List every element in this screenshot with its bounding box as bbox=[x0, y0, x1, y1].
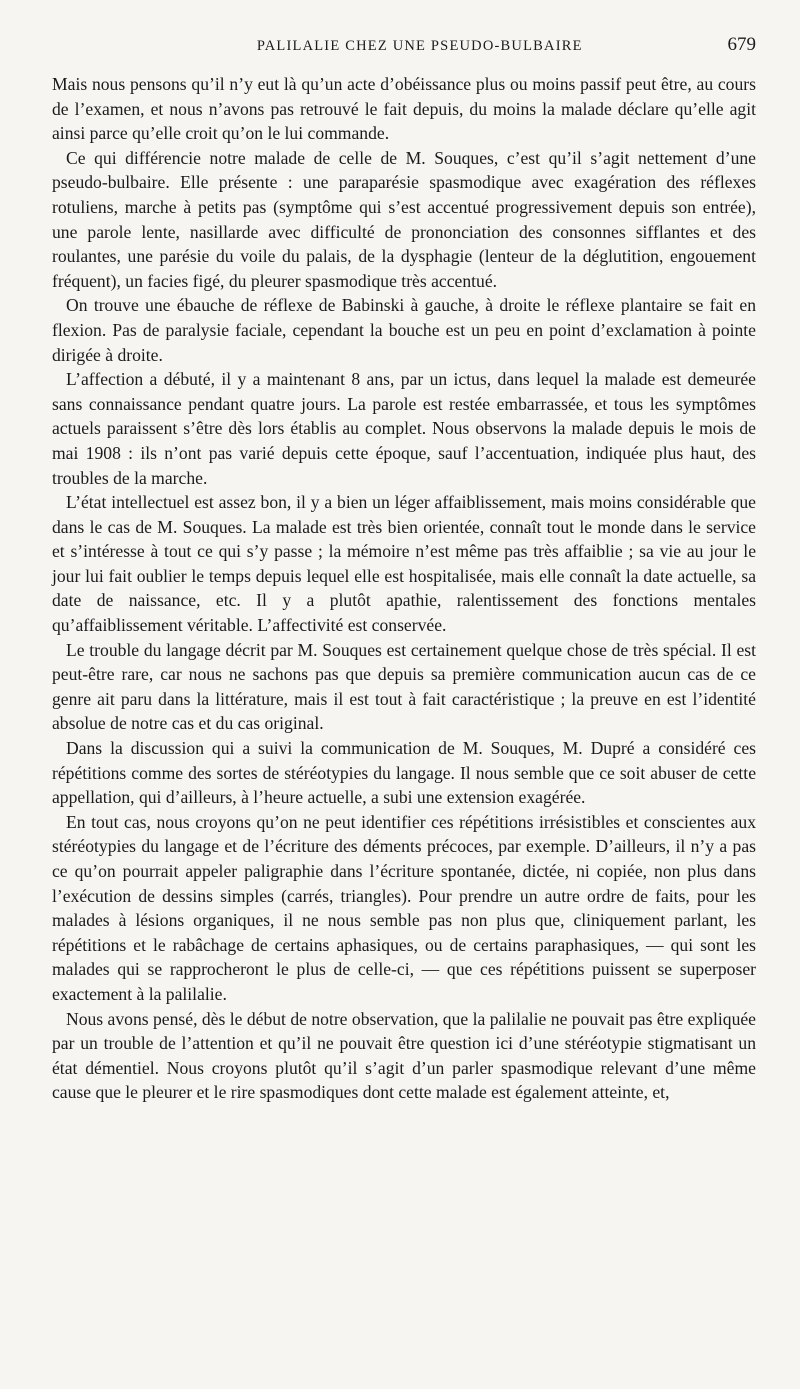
paragraph-6: Le trouble du langage décrit par M. Souques est certainement quelque chose de très spécial. Il est peut-être rare, car nous ne sachons pas que depuis sa première communication aucun cas de ce genre ait paru dans la littérature, mais il est tout à fait caractéristique ; la preuve en est l’identité absolue de notre cas et du cas original. bbox=[52, 639, 756, 734]
paragraph-9: Nous avons pensé, dès le début de notre observation, que la palilalie ne pouvait pas être expliquée par un trouble de l’attention et qu’il ne pouvait être question ici d’une stéréotypie stigmatisant un état démentiel. Nous croyons plutôt qu’il s’agit d’un parler spasmodique relevant d’une même cause que le pleurer et le rire spasmodiques dont cette malade est également atteinte, et, bbox=[52, 1008, 756, 1103]
paragraph-4: L’affection a débuté, il y a maintenant 8 ans, par un ictus, dans lequel la malade est demeurée sans connaissance pendant quatre jours. La parole est restée embarrassée, et tous les symptômes actuels paraissent s’être dès lors établis au complet. Nous observons la malade depuis le mois de mai 1908 : ils n’ont pas varié depuis cette époque, sauf l’accentuation, indiquée plus haut, des troubles de la marche. bbox=[52, 369, 756, 488]
paragraph-7: Dans la discussion qui a suivi la communication de M. Souques, M. Dupré a considéré ces répétitions comme des sortes de stéréotypies du langage. Il nous semble que ce soit abuser de cette appellation, qui d’ailleurs, à l’heure actuelle, a subi une extension exagérée. bbox=[52, 738, 756, 808]
paragraph-5: L’état intellectuel est assez bon, il y a bien un léger affaiblissement, mais moins considérable que dans le cas de M. Souques. La malade est très bien orientée, connaît tout le monde dans le service et s’intéresse à tout ce qui s’y passe ; la mémoire n’est même pas très affaiblie ; sa vie au jour le jour lui fait oublier le temps depuis lequel elle est hospitalisée, mais elle connaît la date actuelle, sa date de naissance, etc. Il y a plutôt apathie, ralentissement des fonctions mentales qu’affaiblissement véritable. L’affectivité est conservée. bbox=[52, 492, 756, 636]
paragraph-8: En tout cas, nous croyons qu’on ne peut identifier ces répétitions irrésistibles et conscientes aux stéréotypies du langage et de l’écriture des déments précoces, par exemple. D’ailleurs, il n’y a pas ce qu’on pourrait appeler paligraphie dans l’écriture spontanée, dictée, ni copiée, non plus dans l’exécution de dessins simples (carrés, triangles). Pour prendre un autre ordre de faits, pour les malades à lésions organiques, il ne nous semble pas non plus que, cliniquement parlant, les répétitions et le rabâchage de certains aphasiques, ou de certains paraphasiques, — qui sont les malades qui se rapprocheront le plus de celle-ci, — que ces répétitions puissent se superposer exactement à la palilalie. bbox=[52, 811, 756, 1004]
running-title: PALILALIE CHEZ UNE PSEUDO-BULBAIRE bbox=[256, 38, 583, 54]
paragraph-1: Mais nous pensons qu’il n’y eut là qu’un acte d’obéissance plus ou moins passif peut être, au cours de l’examen, et nous n’avons pas retrouvé le fait depuis, du moins la malade déclare qu’elle agit ainsi parce qu’elle croit qu’on le lui commande. bbox=[52, 74, 756, 144]
paragraph-2: Ce qui différencie notre malade de celle de M. Souques, c’est qu’il s’agit nettement d’une pseudo-bulbaire. Elle présente : une paraparésie spasmodique avec exagération des réflexes rotuliens, marche à petits pas (symptôme qui s’est accentué progressivement depuis son entrée), une parole lente, nasillarde avec difficulté de prononciation des consonnes sifflantes et des roulantes, une parésie du voile du palais, de la dysphagie (lenteur de la déglutition, engouement fréquent), un facies figé, du pleurer spasmodique très accentué. bbox=[52, 147, 756, 291]
page-number: 679 bbox=[727, 34, 756, 55]
paragraph-3: On trouve une ébauche de réflexe de Babinski à gauche, à droite le réflexe plantaire se fait en flexion. Pas de paralysie faciale, cependant la bouche est un peu en point d’exclamation à pointe dirigée à droite. bbox=[52, 295, 756, 365]
body-text bbox=[52, 72, 756, 1105]
running-head bbox=[52, 34, 756, 64]
